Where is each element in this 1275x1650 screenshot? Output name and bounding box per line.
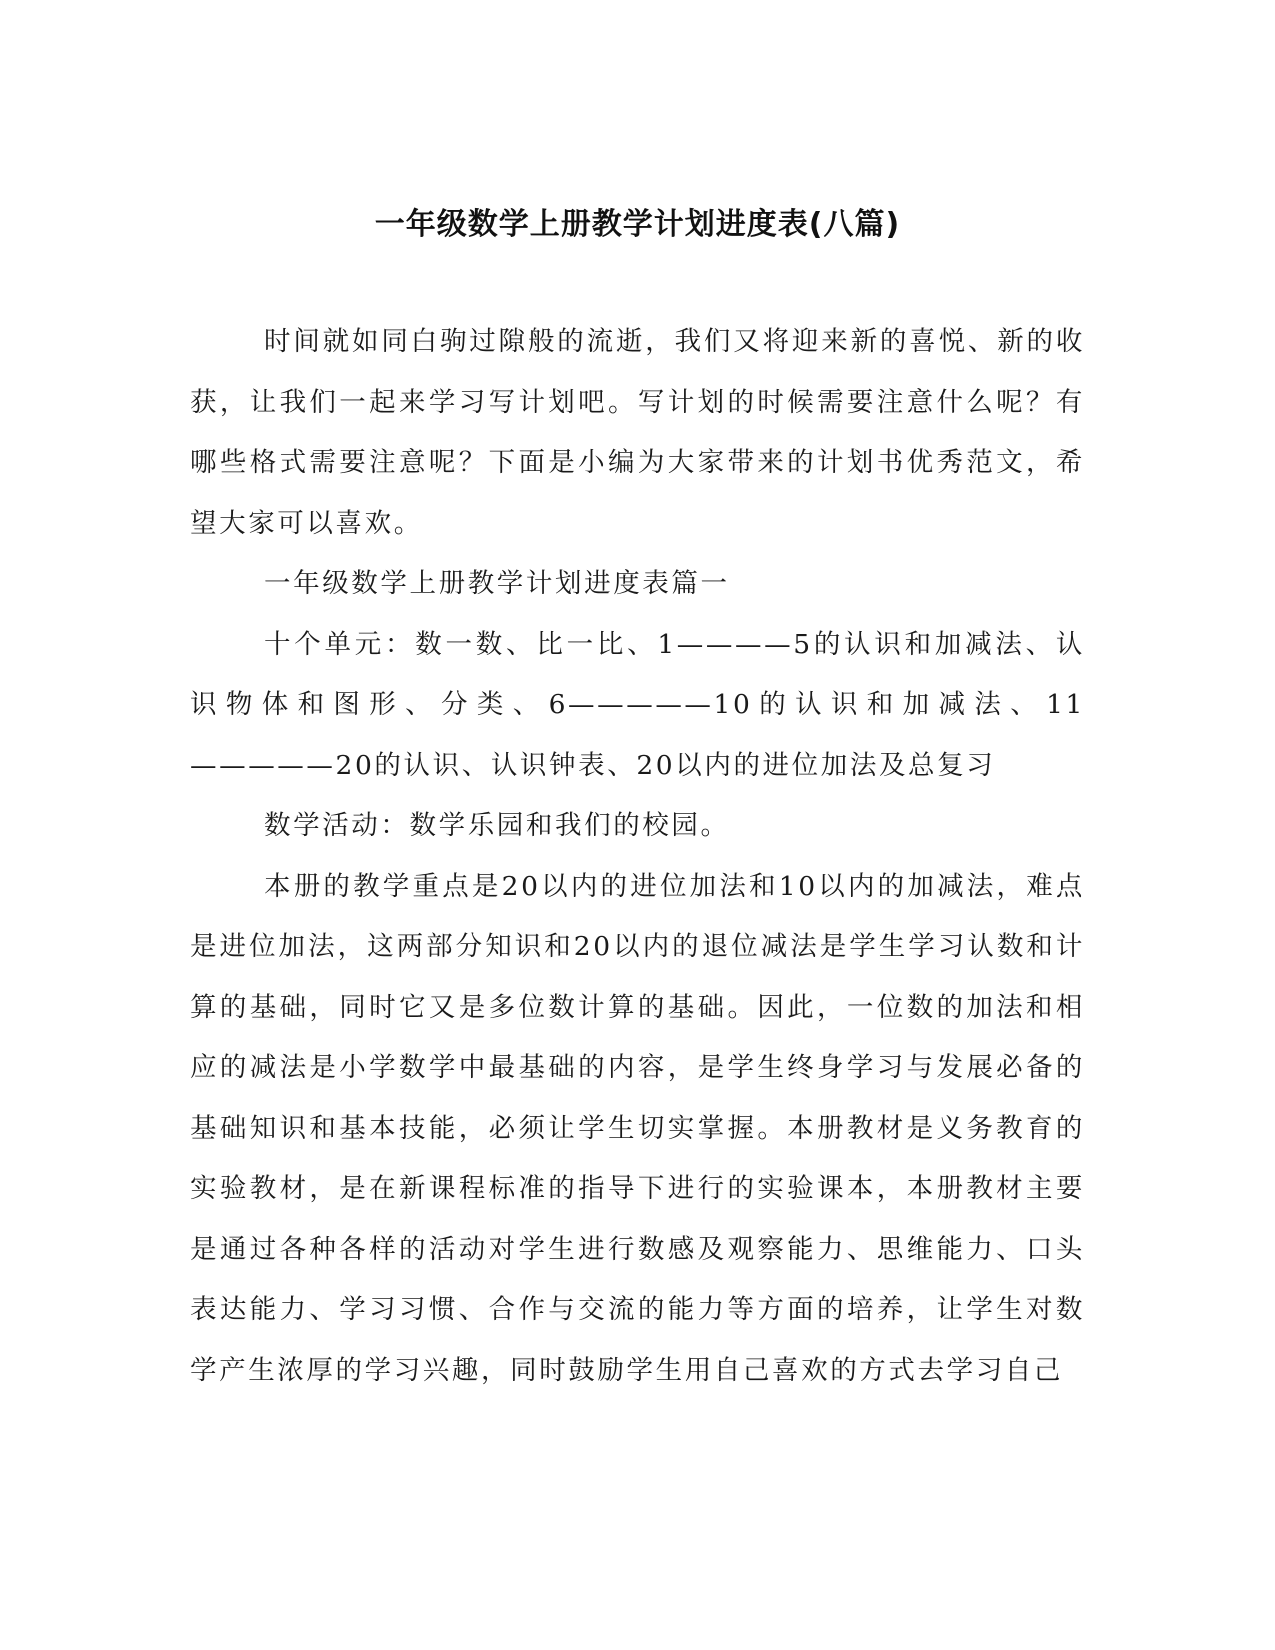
intro-paragraph: 时间就如同白驹过隙般的流逝，我们又将迎来新的喜悦、新的收获，让我们一起来学习写计划吧。写计划的时候需要注意什么呢？有哪些格式需要注意呢？下面是小编为大家带来的计划书优秀范文，希望大家可以喜欢。 bbox=[190, 326, 1085, 539]
units-paragraph: 十个单元：数一数、比一比、1————5的认识和加减法、认识物体和图形、分类、6—————10的认识和加减法、11—————20的认识、认识钟表、20以内的进位加法及总复习 bbox=[190, 628, 1085, 781]
section-heading: 一年级数学上册教学计划进度表篇一 bbox=[264, 568, 730, 599]
focus-paragraph: 本册的教学重点是20以内的进位加法和10以内的加减法，难点是进位加法，这两部分知识和20以内的退位减法是学生学习认数和计算的基础，同时它又是多位数计算的基础。因此，一位数的加法和相应的减法是小学数学中最基础的内容，是学生终身学习与发展必备的基础知识和基本技能，必须让学生切实掌握。本册教材是义务教育的实验教材，是在新课程标准的指导下进行的实验课本，本册教材主要是通过各种各样的活动对学生进行数感及观察能力、思维能力、口头表达能力、学习习惯、合作与交流的能力等方面的培养，让学生对数学产生浓厚的学习兴趣，同时鼓励学生用自己喜欢的方式去学习自己 bbox=[190, 870, 1085, 1386]
document-title: 一年级数学上册教学计划进度表(八篇) bbox=[374, 207, 901, 242]
document-body bbox=[190, 312, 1085, 1401]
activities-paragraph: 数学活动：数学乐园和我们的校园。 bbox=[264, 810, 730, 841]
